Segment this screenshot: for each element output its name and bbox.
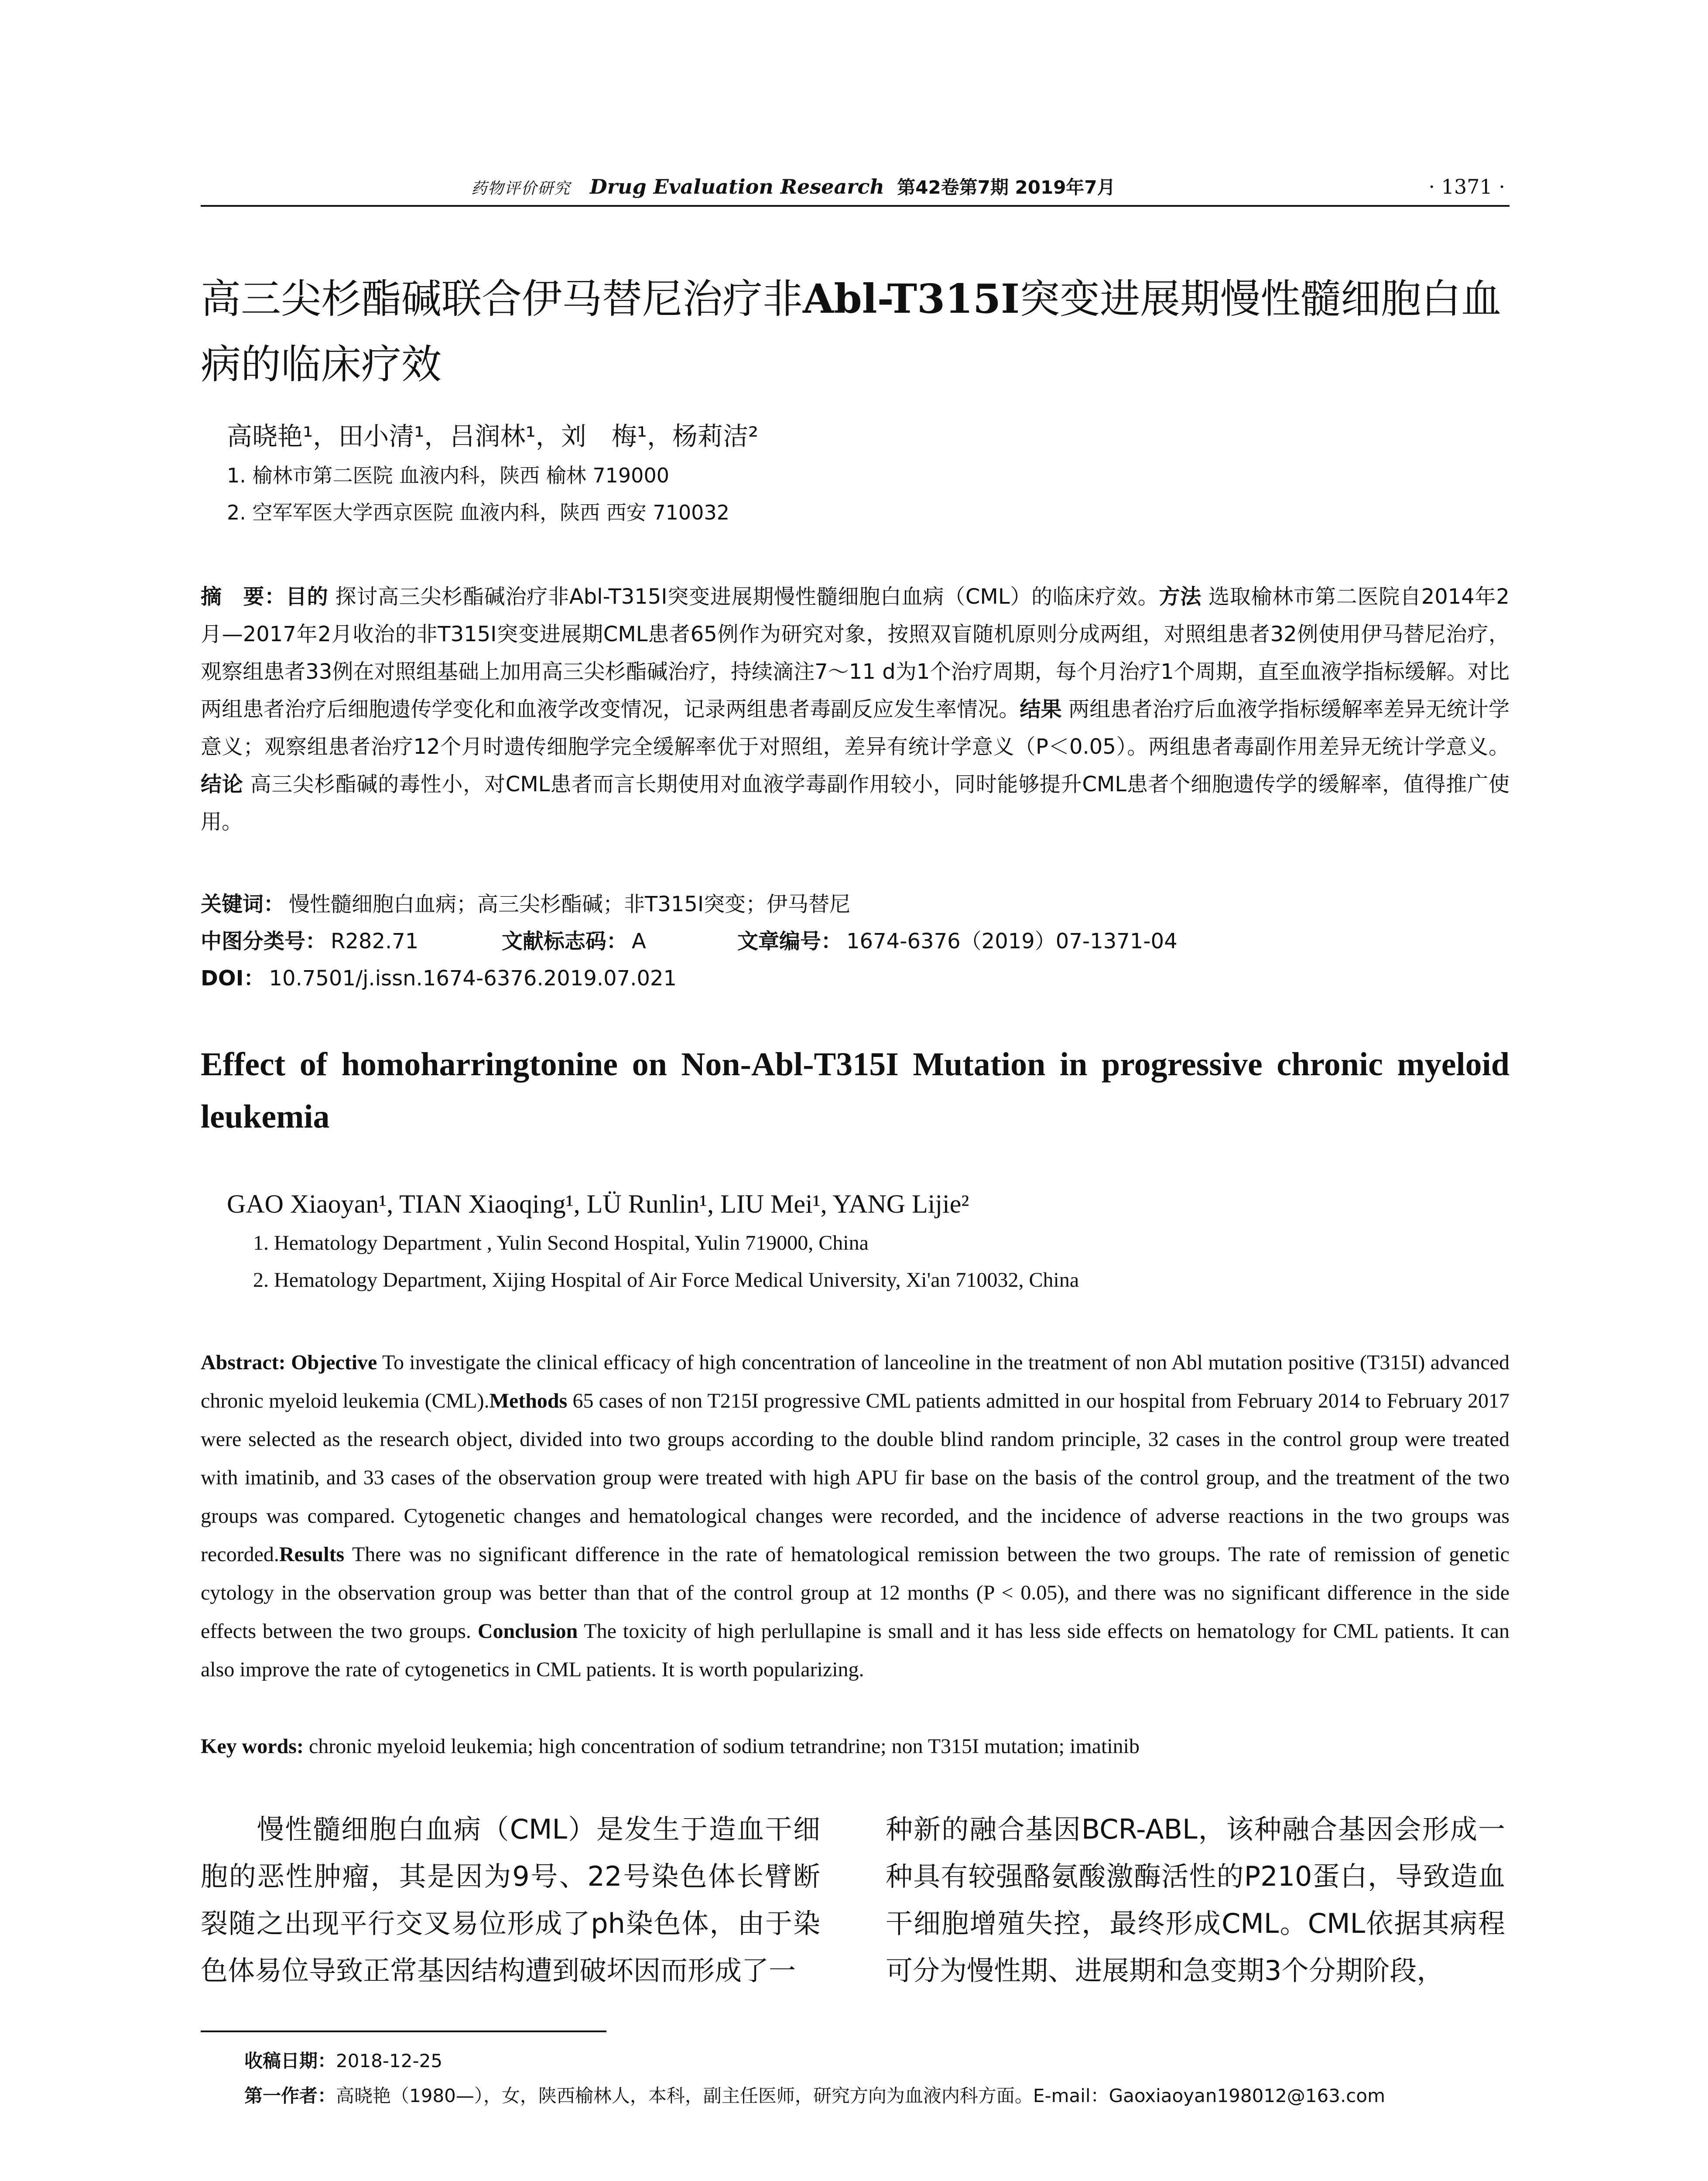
keywords-cn-label: 关键词： [201,892,285,916]
doi [201,960,677,997]
methods-cn-label: 方法 [1159,585,1202,609]
affiliation-en-1: 1. Hematology Department , Yulin Second Hospital, Yulin 719000, China [253,1231,869,1255]
article-number [737,923,1177,960]
received-label: 收稿日期： [244,2050,336,2072]
results-en-label: Results [279,1543,345,1566]
conclusion-en-label: Conclusion [477,1620,578,1643]
title-en: Effect of homoharringtonine on Non-Abl-T315I Mutation in progressive chronic myeloid leukemia [201,1046,1509,1135]
title-cn-prefix: 高三尖杉酯碱联合伊马替尼治疗非 [201,276,803,322]
first-author-label: 第一作者： [244,2085,336,2106]
affiliation-en-2: 2. Hematology Department, Xijing Hospital of Air Force Medical University, Xi'an 710032, China [253,1268,1079,1292]
header-rule [201,205,1509,207]
keywords-en [201,1727,1509,1766]
doc-code [502,923,646,960]
title-cn-code: Abl-T315I [803,275,1020,322]
title-cn [201,266,1509,397]
abstract-en-label: Abstract: [201,1351,286,1374]
clc-label: 中图分类号： [201,929,327,954]
keywords-cn-text: 慢性髓细胞白血病；高三尖杉酯碱；非T315I突变；伊马替尼 [289,892,851,916]
methods-en: 65 cases of non T215I progressive CML patients admitted in our hospital from February 2014 to February 2017 were selected as the research object, divided into two groups according to the double blind random principle, 32 cases in the control group were treated with imatinib, and 33 cases of the observation group were treated with high APU fir base on the basis of the control group, and the treatment of the two groups was compared. Cytogenetic changes and hematological changes were recorded, and the incidence of adverse reactions in the two groups was recorded. [201,1389,1509,1566]
affiliation-cn-2: 2. 空军军医大学西京医院 血液内科，陕西 西安 710032 [227,501,729,524]
clc-value: R282.71 [331,929,419,954]
affiliation-cn-1: 1. 榆林市第二医院 血液内科，陕西 榆林 719000 [227,464,669,487]
article-label: 文章编号： [737,929,842,954]
doi-value: 10.7501/j.issn.1674-6376.2019.07.021 [269,966,677,991]
keywords-en-label: Key words: [201,1735,304,1758]
title-cn-line2: 病的临床疗效 [201,341,442,388]
body-column-left [201,1806,820,1994]
footnote-author [244,2081,1509,2111]
results-cn: 两组患者治疗后血液学指标缓解率差异无统计学意义；观察组患者治疗12个月时遗传细胞学完全缓解率优于对照组，差异有统计学意义（P＜0.05）。两组患者毒副作用差异无统计学意义。 [201,697,1509,759]
journal-logo: 药物评价研究 [471,180,571,198]
authors-en: GAO Xiaoyan¹, TIAN Xiaoqing¹, LÜ Runlin¹, LIU Mei¹, YANG Lijie² [227,1190,969,1218]
title-cn-suffix: 突变进展期慢性髓细胞白血 [1020,276,1502,322]
abstract-cn-label: 摘 要： [201,585,286,609]
results-en: There was no significant difference in the rate of hematological remission between the two groups. The rate of remission of genetic cytology in the observation group was better than that of the control group at 12 months (P < 0.05), and there was no significant difference in the side effects between the two groups. [201,1543,1509,1643]
objective-en-label: Objective [291,1351,377,1374]
keywords-en-text: chronic myeloid leukemia; high concentration of sodium tetrandrine; non T315I mutation; imatinib [308,1735,1140,1758]
body-right-paragraph: 种新的融合基因BCR-ABL，该种融合基因会形成一种具有较强酪氨酸激酶活性的P210蛋白，导致造血干细胞增殖失控，最终形成CML。CML依据其病程可分为慢性期、进展期和急变期3个分期阶段， [886,1813,1505,1986]
body-left-paragraph: 慢性髓细胞白血病（CML）是发生于造血干细胞的恶性肿瘤，其是因为9号、22号染色体长臂断裂随之出现平行交叉易位形成了ph染色体，由于染色体易位导致正常基因结构遭到破坏因而形成了一 [201,1813,820,1986]
abstract-cn [201,578,1509,841]
received-date: 2018-12-25 [336,2050,443,2072]
running-header [471,169,1300,204]
page-number: · 1371 · [1428,175,1505,198]
authors-cn: 高晓艳¹，田小清¹，吕润林¹，刘 梅¹，杨莉洁² [227,421,759,451]
doc-label: 文献标志码： [502,929,628,954]
doc-value: A [632,929,646,954]
objective-cn-label: 目的 [286,585,329,609]
methods-en-label: Methods [489,1389,568,1412]
body-column-right [886,1806,1505,1994]
results-cn-label: 结果 [1020,697,1062,721]
conclusion-cn: 高三尖杉酯碱的毒性小，对CML患者而言长期使用对血液学毒副作用较小，同时能够提升CML患者个细胞遗传学的缓解率，值得推广使用。 [201,772,1509,834]
article-value: 1674-6376（2019）07-1371-04 [846,929,1177,954]
classification-line [201,923,418,960]
footnote-rule [201,2031,606,2032]
methods-cn: 选取榆林市第二医院自2014年2月—2017年2月收治的非T315I突变进展期CML患者65例作为研究对象，按照双盲随机原则分成两组，对照组患者32例使用伊马替尼治疗，观察组患者33例在对照组基础上加用高三尖杉酯碱治疗，持续滴注7～11 d为1个治疗周期，每个月治疗1个周期，直至血液学指标缓解。对比两组患者治疗后细胞遗传学变化和血液学改变情况，记录两组患者毒副反应发生率情况。 [201,585,1509,721]
doi-label: DOI： [201,966,265,991]
journal-name: Drug Evaluation Research [589,175,884,198]
first-author-info: 高晓艳（1980—），女，陕西榆林人，本科，副主任医师，研究方向为血液内科方面。E-mail：Gaoxiaoyan198012@163.com [336,2085,1385,2106]
objective-cn: 探讨高三尖杉酯碱治疗非Abl-T315I突变进展期慢性髓细胞白血病（CML）的临床疗效。 [335,585,1159,609]
journal-issue: 第42卷第7期 2019年7月 [897,177,1116,198]
abstract-en [201,1343,1509,1689]
objective-en: To investigate the clinical efficacy of high concentration of lanceoline in the treatment of non Abl mutation positive (T315I) advanced chronic myeloid leukemia (CML). [201,1351,1510,1412]
conclusion-cn-label: 结论 [201,772,243,797]
footnote-received [244,2046,442,2076]
conclusion-en: The toxicity of high perlullapine is small and it has less side effects on hematology for CML patients. It can also improve the rate of cytogenetics in CML patients. It is worth popularizing. [201,1620,1510,1681]
keywords-cn [201,885,850,923]
